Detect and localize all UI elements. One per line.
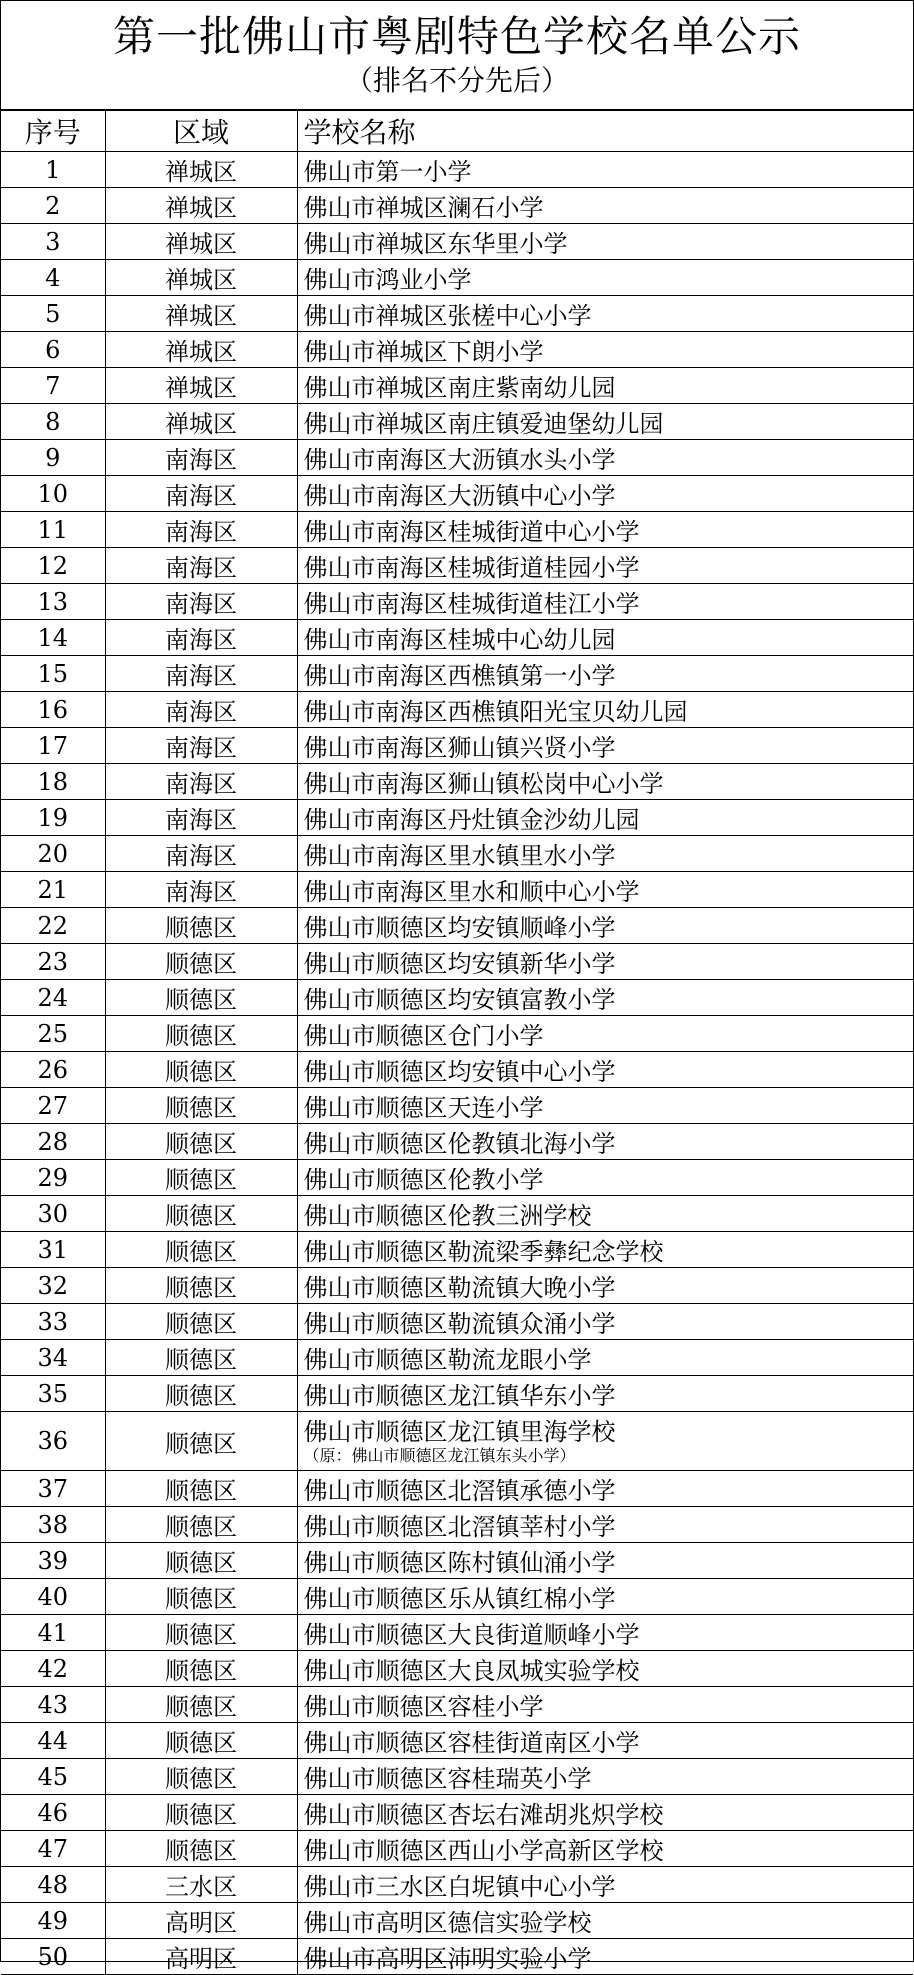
row-number: 7 <box>1 368 105 404</box>
row-area: 顺德区 <box>105 1795 297 1831</box>
row-area: 禅城区 <box>105 404 297 440</box>
row-area: 顺德区 <box>105 1579 297 1615</box>
row-number: 22 <box>1 908 105 944</box>
row-area: 南海区 <box>105 872 297 908</box>
row-area: 顺德区 <box>105 1340 297 1376</box>
row-area: 南海区 <box>105 764 297 800</box>
row-area: 南海区 <box>105 476 297 512</box>
row-school-name: 佛山市南海区大沥镇中心小学 <box>297 476 913 512</box>
row-school-name: 佛山市顺德区北滘镇承德小学 <box>297 1471 913 1507</box>
row-school-name: 佛山市南海区西樵镇阳光宝贝幼儿园 <box>297 692 913 728</box>
table-row <box>1 1016 913 1052</box>
row-number: 43 <box>1 1687 105 1723</box>
row-school-name: 佛山市顺德区伦教三洲学校 <box>297 1196 913 1232</box>
row-school-name: 佛山市南海区大沥镇水头小学 <box>297 440 913 476</box>
row-area: 南海区 <box>105 548 297 584</box>
row-school-name: 佛山市禅城区南庄紫南幼儿园 <box>297 368 913 404</box>
row-area: 顺德区 <box>105 1088 297 1124</box>
row-area: 禅城区 <box>105 224 297 260</box>
table-row <box>1 1651 913 1687</box>
row-school-name: 佛山市第一小学 <box>297 152 913 188</box>
table-row <box>1 728 913 764</box>
table-row <box>1 332 913 368</box>
row-area: 禅城区 <box>105 332 297 368</box>
row-school-name: 佛山市禅城区下朗小学 <box>297 332 913 368</box>
row-area: 顺德区 <box>105 1160 297 1196</box>
table-row <box>1 260 913 296</box>
row-area: 南海区 <box>105 800 297 836</box>
row-area: 南海区 <box>105 692 297 728</box>
row-school-name <box>297 1412 913 1471</box>
row-area: 禅城区 <box>105 260 297 296</box>
title-block <box>1 1 913 110</box>
row-number: 5 <box>1 296 105 332</box>
row-area: 顺德区 <box>105 1376 297 1412</box>
row-area: 南海区 <box>105 584 297 620</box>
row-number: 48 <box>1 1867 105 1903</box>
row-school-name: 佛山市顺德区伦教镇北海小学 <box>297 1124 913 1160</box>
table-row <box>1 224 913 260</box>
row-area: 南海区 <box>105 512 297 548</box>
row-area: 禅城区 <box>105 188 297 224</box>
row-area: 禅城区 <box>105 296 297 332</box>
row-area: 禅城区 <box>105 152 297 188</box>
table-row <box>1 1088 913 1124</box>
table-row <box>1 800 913 836</box>
table-row <box>1 1615 913 1651</box>
row-number: 9 <box>1 440 105 476</box>
row-school-name: 佛山市顺德区容桂街道南区小学 <box>297 1723 913 1759</box>
row-number: 18 <box>1 764 105 800</box>
table-row <box>1 548 913 584</box>
row-number: 1 <box>1 152 105 188</box>
row-number: 33 <box>1 1304 105 1340</box>
row-number: 11 <box>1 512 105 548</box>
row-area: 顺德区 <box>105 1232 297 1268</box>
row-school-name: 佛山市南海区狮山镇松岗中心小学 <box>297 764 913 800</box>
row-number: 38 <box>1 1507 105 1543</box>
row-school-name: 佛山市顺德区均安镇富教小学 <box>297 980 913 1016</box>
row-school-name: 佛山市顺德区杏坛右滩胡兆炽学校 <box>297 1795 913 1831</box>
table-row <box>1 512 913 548</box>
row-school-name: 佛山市顺德区大良凤城实验学校 <box>297 1651 913 1687</box>
row-area: 南海区 <box>105 656 297 692</box>
row-number: 42 <box>1 1651 105 1687</box>
row-school-name: 佛山市顺德区均安镇新华小学 <box>297 944 913 980</box>
row-school-name: 佛山市南海区桂城街道桂园小学 <box>297 548 913 584</box>
row-number: 2 <box>1 188 105 224</box>
table-row <box>1 1160 913 1196</box>
row-number: 26 <box>1 1052 105 1088</box>
table-row <box>1 872 913 908</box>
row-area: 顺德区 <box>105 1412 297 1471</box>
row-area: 三水区 <box>105 1867 297 1903</box>
row-number: 8 <box>1 404 105 440</box>
header-school-name: 学校名称 <box>297 111 913 152</box>
row-school-name: 佛山市顺德区天连小学 <box>297 1088 913 1124</box>
table-row <box>1 1124 913 1160</box>
row-number: 49 <box>1 1903 105 1939</box>
row-area: 顺德区 <box>105 1268 297 1304</box>
row-number: 23 <box>1 944 105 980</box>
table-row <box>1 1867 913 1903</box>
table-row <box>1 908 913 944</box>
table-row <box>1 440 913 476</box>
row-school-name: 佛山市顺德区均安镇中心小学 <box>297 1052 913 1088</box>
row-number: 29 <box>1 1160 105 1196</box>
table-header-row <box>1 111 913 152</box>
table-row <box>1 1939 913 1975</box>
school-name-text: 佛山市顺德区龙江镇里海学校 <box>303 1418 616 1446</box>
table-row <box>1 1268 913 1304</box>
row-number: 4 <box>1 260 105 296</box>
table-row <box>1 1340 913 1376</box>
header-area: 区域 <box>105 111 297 152</box>
row-number: 37 <box>1 1471 105 1507</box>
table-row <box>1 944 913 980</box>
table-row <box>1 1759 913 1795</box>
table-row <box>1 1543 913 1579</box>
school-former-name-note: （原：佛山市顺德区龙江镇东头小学） <box>303 1446 576 1465</box>
row-school-name: 佛山市禅城区东华里小学 <box>297 224 913 260</box>
row-school-name: 佛山市南海区狮山镇兴贤小学 <box>297 728 913 764</box>
school-table <box>1 110 913 1975</box>
row-number: 36 <box>1 1412 105 1471</box>
row-area: 禅城区 <box>105 368 297 404</box>
row-area: 南海区 <box>105 728 297 764</box>
row-number: 25 <box>1 1016 105 1052</box>
row-number: 15 <box>1 656 105 692</box>
row-school-name: 佛山市南海区丹灶镇金沙幼儿园 <box>297 800 913 836</box>
table-row <box>1 1471 913 1507</box>
row-area: 顺德区 <box>105 944 297 980</box>
row-school-name: 佛山市南海区桂城街道中心小学 <box>297 512 913 548</box>
table-row <box>1 620 913 656</box>
row-school-name: 佛山市顺德区容桂瑞英小学 <box>297 1759 913 1795</box>
table-row <box>1 476 913 512</box>
row-school-name: 佛山市顺德区容桂小学 <box>297 1687 913 1723</box>
row-school-name: 佛山市禅城区南庄镇爱迪堡幼儿园 <box>297 404 913 440</box>
row-school-name: 佛山市顺德区勒流龙眼小学 <box>297 1340 913 1376</box>
row-area: 顺德区 <box>105 1052 297 1088</box>
row-number: 10 <box>1 476 105 512</box>
table-row <box>1 584 913 620</box>
row-number: 41 <box>1 1615 105 1651</box>
row-school-name: 佛山市禅城区张槎中心小学 <box>297 296 913 332</box>
row-school-name: 佛山市禅城区澜石小学 <box>297 188 913 224</box>
row-number: 21 <box>1 872 105 908</box>
row-area: 顺德区 <box>105 1543 297 1579</box>
row-school-name: 佛山市南海区里水镇里水小学 <box>297 836 913 872</box>
row-number: 28 <box>1 1124 105 1160</box>
row-school-name: 佛山市南海区西樵镇第一小学 <box>297 656 913 692</box>
page-subtitle: （排名不分先后） <box>344 64 569 97</box>
row-number: 47 <box>1 1831 105 1867</box>
row-area: 顺德区 <box>105 908 297 944</box>
row-school-name: 佛山市顺德区勒流镇大晚小学 <box>297 1268 913 1304</box>
table-row <box>1 1723 913 1759</box>
row-area: 顺德区 <box>105 1759 297 1795</box>
row-number: 31 <box>1 1232 105 1268</box>
row-area: 南海区 <box>105 440 297 476</box>
row-area: 南海区 <box>105 836 297 872</box>
row-area: 顺德区 <box>105 1016 297 1052</box>
table-row <box>1 1507 913 1543</box>
table-row <box>1 980 913 1016</box>
row-number: 13 <box>1 584 105 620</box>
row-number: 20 <box>1 836 105 872</box>
row-number: 16 <box>1 692 105 728</box>
row-area: 顺德区 <box>105 1687 297 1723</box>
row-number: 50 <box>1 1939 105 1975</box>
row-area: 顺德区 <box>105 1507 297 1543</box>
table-row <box>1 296 913 332</box>
row-number: 30 <box>1 1196 105 1232</box>
table-row <box>1 1903 913 1939</box>
row-school-name: 佛山市鸿业小学 <box>297 260 913 296</box>
row-school-name: 佛山市南海区里水和顺中心小学 <box>297 872 913 908</box>
row-number: 34 <box>1 1340 105 1376</box>
table-row <box>1 1052 913 1088</box>
row-school-name: 佛山市顺德区伦教小学 <box>297 1160 913 1196</box>
row-number: 19 <box>1 800 105 836</box>
row-number: 27 <box>1 1088 105 1124</box>
row-area: 高明区 <box>105 1939 297 1975</box>
row-area: 南海区 <box>105 620 297 656</box>
row-number: 24 <box>1 980 105 1016</box>
table-body <box>1 152 913 1975</box>
row-number: 14 <box>1 620 105 656</box>
row-area: 顺德区 <box>105 1723 297 1759</box>
row-school-name: 佛山市顺德区仓门小学 <box>297 1016 913 1052</box>
table-row <box>1 764 913 800</box>
row-number: 46 <box>1 1795 105 1831</box>
table-row <box>1 1304 913 1340</box>
table-row <box>1 368 913 404</box>
row-area: 顺德区 <box>105 980 297 1016</box>
row-school-name: 佛山市顺德区北滘镇莘村小学 <box>297 1507 913 1543</box>
header-number: 序号 <box>1 111 105 152</box>
row-school-name: 佛山市顺德区龙江镇华东小学 <box>297 1376 913 1412</box>
table-row <box>1 1579 913 1615</box>
table-row <box>1 1412 913 1471</box>
row-area: 顺德区 <box>105 1124 297 1160</box>
row-number: 3 <box>1 224 105 260</box>
row-area: 顺德区 <box>105 1831 297 1867</box>
table-row <box>1 152 913 188</box>
row-school-name: 佛山市三水区白坭镇中心小学 <box>297 1867 913 1903</box>
row-school-name: 佛山市顺德区大良街道顺峰小学 <box>297 1615 913 1651</box>
table-row <box>1 1687 913 1723</box>
row-school-name: 佛山市顺德区西山小学高新区学校 <box>297 1831 913 1867</box>
row-number: 17 <box>1 728 105 764</box>
row-school-name: 佛山市顺德区勒流梁季彝纪念学校 <box>297 1232 913 1268</box>
row-school-name: 佛山市高明区德信实验学校 <box>297 1903 913 1939</box>
row-area: 顺德区 <box>105 1651 297 1687</box>
table-row <box>1 836 913 872</box>
table-row <box>1 1196 913 1232</box>
row-number: 12 <box>1 548 105 584</box>
row-school-name: 佛山市顺德区均安镇顺峰小学 <box>297 908 913 944</box>
table-row <box>1 1795 913 1831</box>
row-school-name: 佛山市南海区桂城中心幼儿园 <box>297 620 913 656</box>
table-row <box>1 656 913 692</box>
row-number: 39 <box>1 1543 105 1579</box>
row-number: 32 <box>1 1268 105 1304</box>
row-number: 40 <box>1 1579 105 1615</box>
row-number: 35 <box>1 1376 105 1412</box>
table-row <box>1 1232 913 1268</box>
row-school-name: 佛山市南海区桂城街道桂江小学 <box>297 584 913 620</box>
row-number: 6 <box>1 332 105 368</box>
row-number: 44 <box>1 1723 105 1759</box>
table-row <box>1 188 913 224</box>
row-area: 高明区 <box>105 1903 297 1939</box>
table-row <box>1 404 913 440</box>
table-row <box>1 1831 913 1867</box>
page-title: 第一批佛山市粤剧特色学校名单公示 <box>112 12 801 61</box>
row-school-name: 佛山市顺德区乐从镇红棉小学 <box>297 1579 913 1615</box>
table-row <box>1 1376 913 1412</box>
row-area: 顺德区 <box>105 1471 297 1507</box>
row-area: 顺德区 <box>105 1196 297 1232</box>
row-school-name: 佛山市顺德区勒流镇众涌小学 <box>297 1304 913 1340</box>
row-school-name: 佛山市顺德区陈村镇仙涌小学 <box>297 1543 913 1579</box>
row-school-name: 佛山市高明区沛明实验小学 <box>297 1939 913 1975</box>
row-number: 45 <box>1 1759 105 1795</box>
row-area: 顺德区 <box>105 1304 297 1340</box>
table-row <box>1 692 913 728</box>
row-area: 顺德区 <box>105 1615 297 1651</box>
